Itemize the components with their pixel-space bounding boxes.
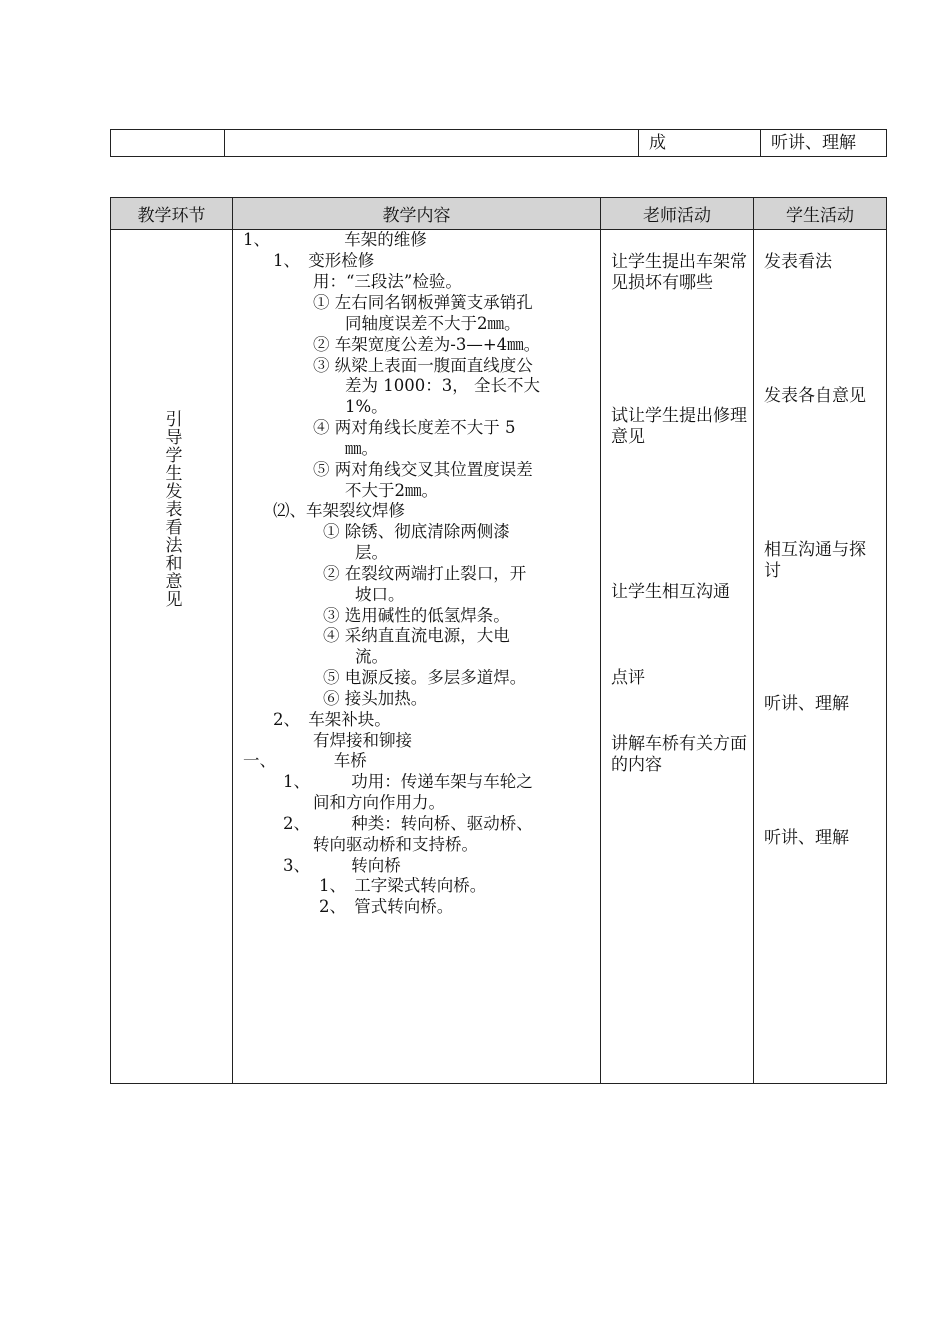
student-activity: 发表看法 xyxy=(764,252,832,272)
content-line: ㎜。 xyxy=(345,439,378,458)
teacher-activity: 让学生提出车架常见损坏有哪些 xyxy=(611,252,747,293)
content-line: 1、 变形检修 xyxy=(273,251,375,270)
header-student: 学生活动 xyxy=(754,198,887,230)
content-line: 2、 车架补块。 xyxy=(273,710,391,729)
cell-content xyxy=(225,130,639,157)
table-row xyxy=(111,130,887,157)
teacher-activity: 让学生相互沟通 xyxy=(611,582,730,602)
header-content: 教学内容 xyxy=(233,198,601,230)
header-teacher: 老师活动 xyxy=(601,198,754,230)
teacher-activity: 试让学生提出修理意见 xyxy=(611,406,747,447)
content-line: 流。 xyxy=(355,647,388,666)
content-line: 用：“三段法”检验。 xyxy=(313,272,462,291)
teacher-activity: 点评 xyxy=(611,668,645,688)
content-line: ① 除锈、彻底清除两侧漆 xyxy=(323,522,510,541)
content-line: ⑤ 两对角线交叉其位置度误差 xyxy=(313,460,533,479)
content-line: ⑥ 接头加热。 xyxy=(323,689,428,708)
content-line: 1、 车架的维修 xyxy=(243,230,427,249)
student-activity: 相互沟通与探讨 xyxy=(764,540,866,581)
content-line: 一、 车桥 xyxy=(243,751,367,770)
content-line: 3、 转向桥 xyxy=(283,856,401,875)
stage-label: 引导学生发表看法和意见 xyxy=(161,410,182,608)
student-activity: 听讲、理解 xyxy=(764,828,849,848)
content-line: 有焊接和铆接 xyxy=(313,731,412,750)
student-activity: 听讲、理解 xyxy=(764,694,849,714)
teacher-activity: 讲解车桥有关方面的内容 xyxy=(611,734,747,775)
content-line: 2、 管式转向桥。 xyxy=(319,897,454,916)
content-line: 坡口。 xyxy=(355,585,405,604)
content-cell xyxy=(233,230,601,1084)
content-line: ⑵、车架裂纹焊修 xyxy=(273,501,405,520)
content-line: 2、 种类：转向桥、驱动桥、 xyxy=(283,814,533,833)
content-line: ④ 两对角线长度差不大于 5 xyxy=(313,418,516,437)
content-line: 层。 xyxy=(355,543,388,562)
content-line: 1、 功用：传递车架与车轮之 xyxy=(283,772,533,791)
content-line: 1、 工字梁式转向桥。 xyxy=(319,876,487,895)
content-line: ② 在裂纹两端打止裂口，开 xyxy=(323,564,527,583)
continuation-table xyxy=(110,129,887,157)
content-line: ② 车架宽度公差为-3—+4㎜。 xyxy=(313,335,541,354)
header-stage: 教学环节 xyxy=(111,198,233,230)
header-row xyxy=(111,198,887,230)
lesson-table xyxy=(110,197,887,1084)
table-row xyxy=(111,230,887,1084)
content-line: ③ 纵梁上表面一腹面直线度公 xyxy=(313,356,533,375)
cell-stage xyxy=(111,130,225,157)
stage-cell xyxy=(111,230,233,1084)
content-line: 不大于2㎜。 xyxy=(345,481,438,500)
student-cell xyxy=(754,230,887,1084)
content-line: ⑤ 电源反接。多层多道焊。 xyxy=(323,668,527,687)
content-line: 间和方向作用力。 xyxy=(313,793,445,812)
content-line: ④ 采纳直直流电源，大电 xyxy=(323,626,510,645)
cell-student: 听讲、理解 xyxy=(761,130,887,157)
student-activity: 发表各自意见 xyxy=(764,386,866,406)
content-line: 转向驱动桥和支持桥。 xyxy=(313,835,478,854)
content-line: ① 左右同名钢板弹簧支承销孔 xyxy=(313,293,533,312)
content-line: 1%。 xyxy=(345,397,388,416)
content-line: 同轴度误差不大于2㎜。 xyxy=(345,314,521,333)
teacher-cell xyxy=(601,230,754,1084)
content-line: ③ 选用碱性的低氢焊条。 xyxy=(323,606,510,625)
content-line: 差为 1000：3， 全长不大 xyxy=(345,376,540,395)
cell-teacher: 成 xyxy=(639,130,761,157)
